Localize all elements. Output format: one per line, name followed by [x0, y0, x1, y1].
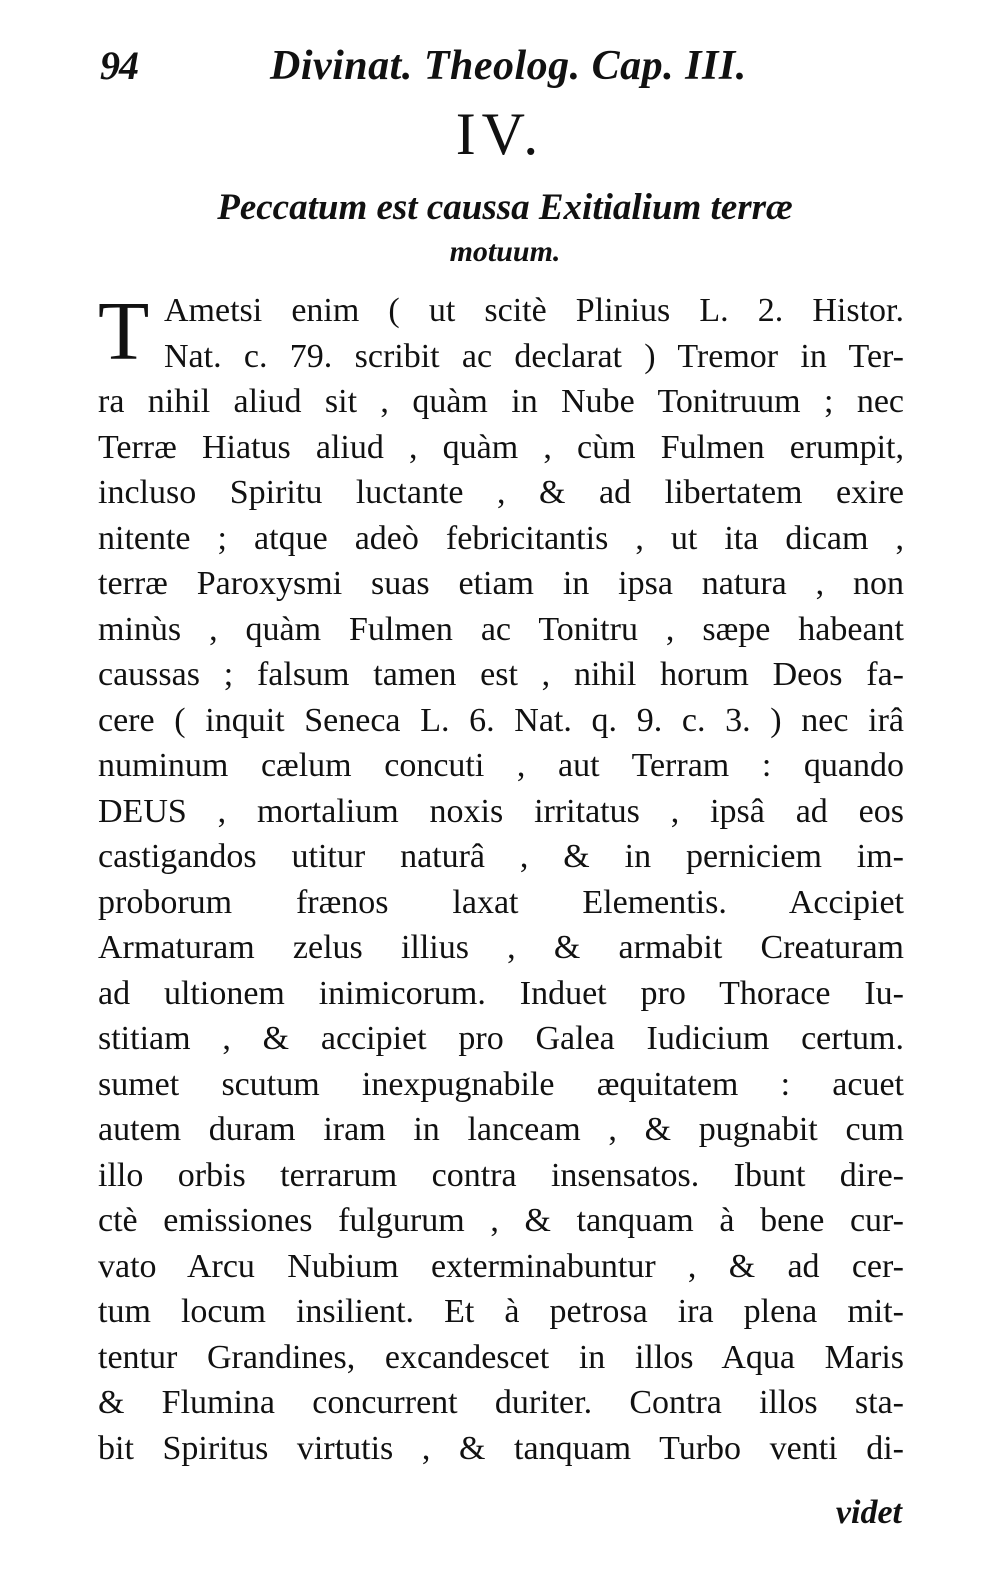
text-line: terræ Paroxysmi suas etiam in ipsa natura , non	[98, 565, 904, 602]
section-title	[110, 184, 900, 272]
running-head: Divinat. Theolog. Cap. III.	[270, 43, 747, 89]
text-line: caussas ; falsum tamen est , nihil horum Deos fa-	[98, 656, 904, 693]
text-line: tum locum insilient. Et à petrosa ira plena mit-	[98, 1293, 904, 1330]
text-line: castigandos utitur naturâ , & in perniciem im-	[98, 838, 904, 875]
page-number: 94	[100, 43, 138, 88]
text-line: cere ( inquit Seneca L. 6. Nat. q. 9. c. 3. ) nec irâ	[98, 701, 904, 739]
section-number: IV.	[455, 101, 545, 167]
text-line: Terræ Hiatus aliud , quàm , cùm Fulmen erumpit,	[98, 428, 904, 466]
text-line: stitiam , & accipiet pro Galea Iudicium certum.	[98, 1020, 904, 1057]
catchword: videt	[835, 1494, 902, 1531]
text-line: autem duram iram in lanceam , & pugnabit cum	[98, 1111, 904, 1148]
text-line: ra nihil aliud sit , quàm in Nube Tonitruum ; nec	[98, 383, 904, 420]
section-title-line-2: motuum.	[449, 235, 561, 268]
text-line: DEUS , mortalium noxis irritatus , ipsâ ad eos	[98, 792, 904, 830]
text-line: ad ultionem inimicorum. Induet pro Thorace Iu-	[98, 974, 904, 1012]
text-line: minùs , quàm Fulmen ac Tonitru , sæpe habeant	[98, 610, 904, 648]
text-line: ctè emissiones fulgurum , & tanquam à bene cur-	[98, 1202, 904, 1239]
text-line: numinum cælum concuti , aut Terram : quando	[98, 747, 904, 784]
body-text	[98, 285, 904, 1471]
drop-cap: T	[98, 285, 150, 378]
text-line: incluso Spiritu luctante , & ad libertatem exire	[98, 474, 904, 511]
text-line: & Flumina concurrent duriter. Contra illos sta-	[98, 1384, 904, 1421]
text-line: tentur Grandines, excandescet in illos Aqua Maris	[98, 1338, 904, 1376]
text-line: illo orbis terrarum contra insensatos. Ibunt dire-	[98, 1156, 904, 1194]
text-line: Nat. c. 79. scribit ac declarat ) Tremor in Ter-	[164, 337, 904, 375]
text-line: nitente ; atque adeò febricitantis , ut ita dicam ,	[98, 519, 904, 557]
text-line: bit Spiritus virtutis , & tanquam Turbo venti di-	[98, 1429, 904, 1467]
text-line: Ametsi enim ( ut scitè Plinius L. 2. Histor.	[164, 292, 904, 329]
page-header	[100, 38, 900, 98]
text-line: sumet scutum inexpugnabile æquitatem : acuet	[98, 1065, 904, 1103]
section-title-line-1: Peccatum est caussa Exitialium terræ	[217, 187, 793, 228]
text-line: Armaturam zelus illius , & armabit Creaturam	[98, 929, 904, 966]
text-line: proborum frænos laxat Elementis. Accipiet	[98, 883, 904, 921]
text-line: vato Arcu Nubium exterminabuntur , & ad cer-	[98, 1247, 904, 1285]
